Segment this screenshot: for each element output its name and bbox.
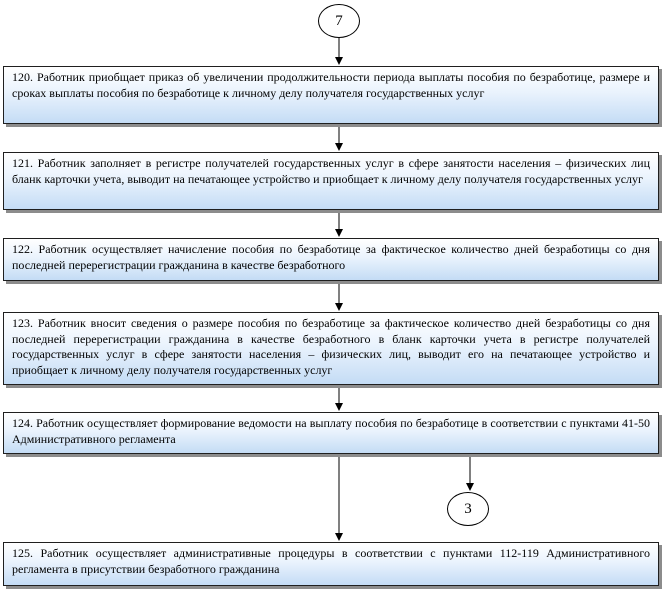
- step-123: 123. Работник вносит сведения о размере пособия по безработице за фактическое количество дней безработицы со дня последней перерегистрации гражданина в качестве безработного в бланк карточки учета в регистре получателей государственных услуг в сфере занятости населения – физических лиц, выводит его на печатающее устройство и приобщает к личному делу получателя государственных услуг: [3, 312, 659, 385]
- step-125: 125. Работник осуществляет административные процедуры в соответствии с пунктами 112-119 Административного регламента в присутствии безработного гражданина: [3, 542, 659, 586]
- step-120: 120. Работник приобщает приказ об увеличении продолжительности периода выплаты пособия по безработице, размере и сроках выплаты пособия по безработице к личному делу получателя государственных услуг: [3, 66, 659, 124]
- step-121: 121. Работник заполняет в регистре получателей государственных услуг в сфере занятости населения – физических лиц бланк карточки учета, выводит на печатающее устройство и приобщает к личному делу получателя государственных услуг: [3, 152, 659, 210]
- connector-bottom-circle: 3: [447, 492, 489, 526]
- connector-top-circle: 7: [318, 4, 360, 38]
- step-124: 124. Работник осуществляет формирование ведомости на выплату пособия по безработице в соответствии с пунктами 41-50 Административного регламента: [3, 412, 659, 454]
- step-122: 122. Работник осуществляет начисление пособия по безработице за фактическое количество дней безработицы со дня последней перерегистрации гражданина в качестве безработного: [3, 238, 659, 281]
